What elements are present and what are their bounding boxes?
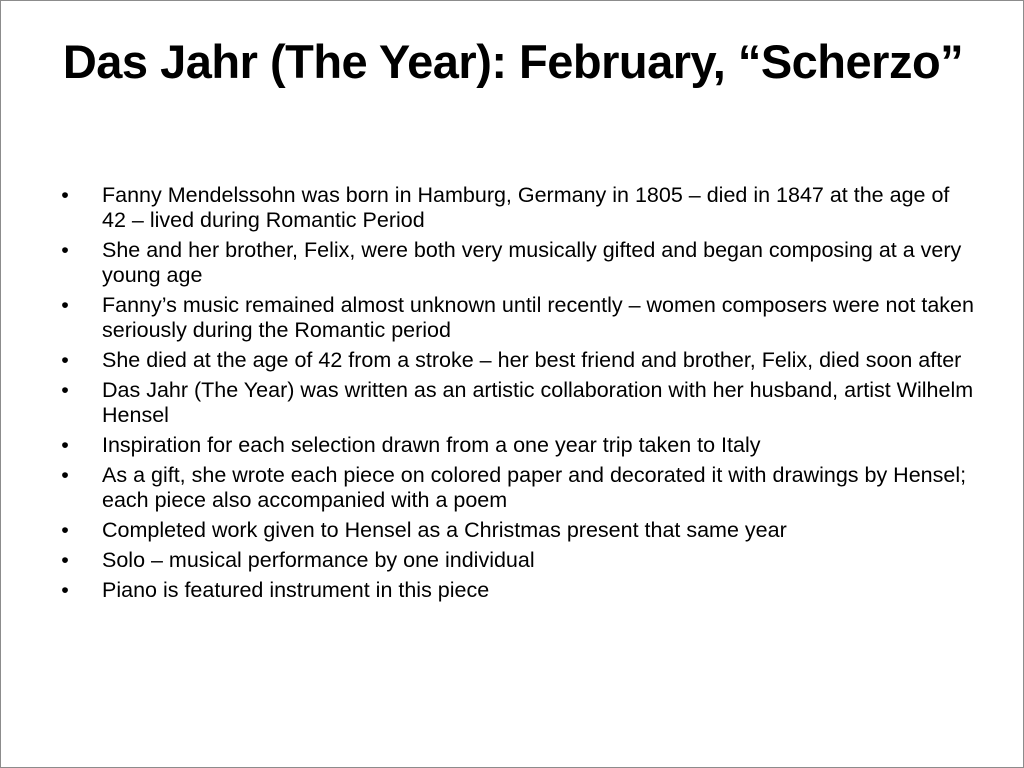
bullet-item <box>58 293 978 343</box>
bullet-item <box>58 348 978 373</box>
bullet-text: Completed work given to Hensel as a Christmas present that same year <box>102 518 787 542</box>
bullet-item <box>58 578 978 603</box>
bullet-item <box>58 238 978 288</box>
bullet-text: She and her brother, Felix, were both very musically gifted and began composing at a very young age <box>102 238 962 287</box>
bullet-text: Das Jahr (The Year) was written as an artistic collaboration with her husband, artist Wilhelm Hensel <box>102 378 974 427</box>
bullet-text: Inspiration for each selection drawn from a one year trip taken to Italy <box>102 433 761 457</box>
bullet-text: Solo – musical performance by one individual <box>102 548 535 572</box>
bullet-text: She died at the age of 42 from a stroke – her best friend and brother, Felix, died soon after <box>102 348 962 372</box>
bullet-dot-icon: • <box>61 463 69 487</box>
bullet-dot-icon: • <box>61 548 69 572</box>
bullet-dot-icon: • <box>61 378 69 402</box>
bullet-item <box>58 433 978 458</box>
bullet-item <box>58 548 978 573</box>
bullet-dot-icon: • <box>61 183 69 207</box>
bullet-text: As a gift, she wrote each piece on colored paper and decorated it with drawings by Hensel; each piece also accompanied with a poem <box>102 463 967 512</box>
bullet-item <box>58 183 978 233</box>
bullet-dot-icon: • <box>61 578 69 602</box>
bullet-text: Fanny Mendelssohn was born in Hamburg, Germany in 1805 – died in 1847 at the age of 42 – lived during Romantic Period <box>102 183 950 232</box>
bullet-dot-icon: • <box>61 518 69 542</box>
bullet-text: Piano is featured instrument in this piece <box>102 578 490 602</box>
bullet-item <box>58 463 978 513</box>
bullet-item <box>58 378 978 428</box>
bullet-dot-icon: • <box>61 433 69 457</box>
slide-title: Das Jahr (The Year): February, “Scherzo” <box>62 35 964 88</box>
bullet-list <box>58 183 978 608</box>
bullet-dot-icon: • <box>61 348 69 372</box>
bullet-dot-icon: • <box>61 293 69 317</box>
bullet-text: Fanny’s music remained almost unknown until recently – women composers were not taken seriously during the Romantic period <box>102 293 974 342</box>
bullet-dot-icon: • <box>61 238 69 262</box>
bullet-item <box>58 518 978 543</box>
